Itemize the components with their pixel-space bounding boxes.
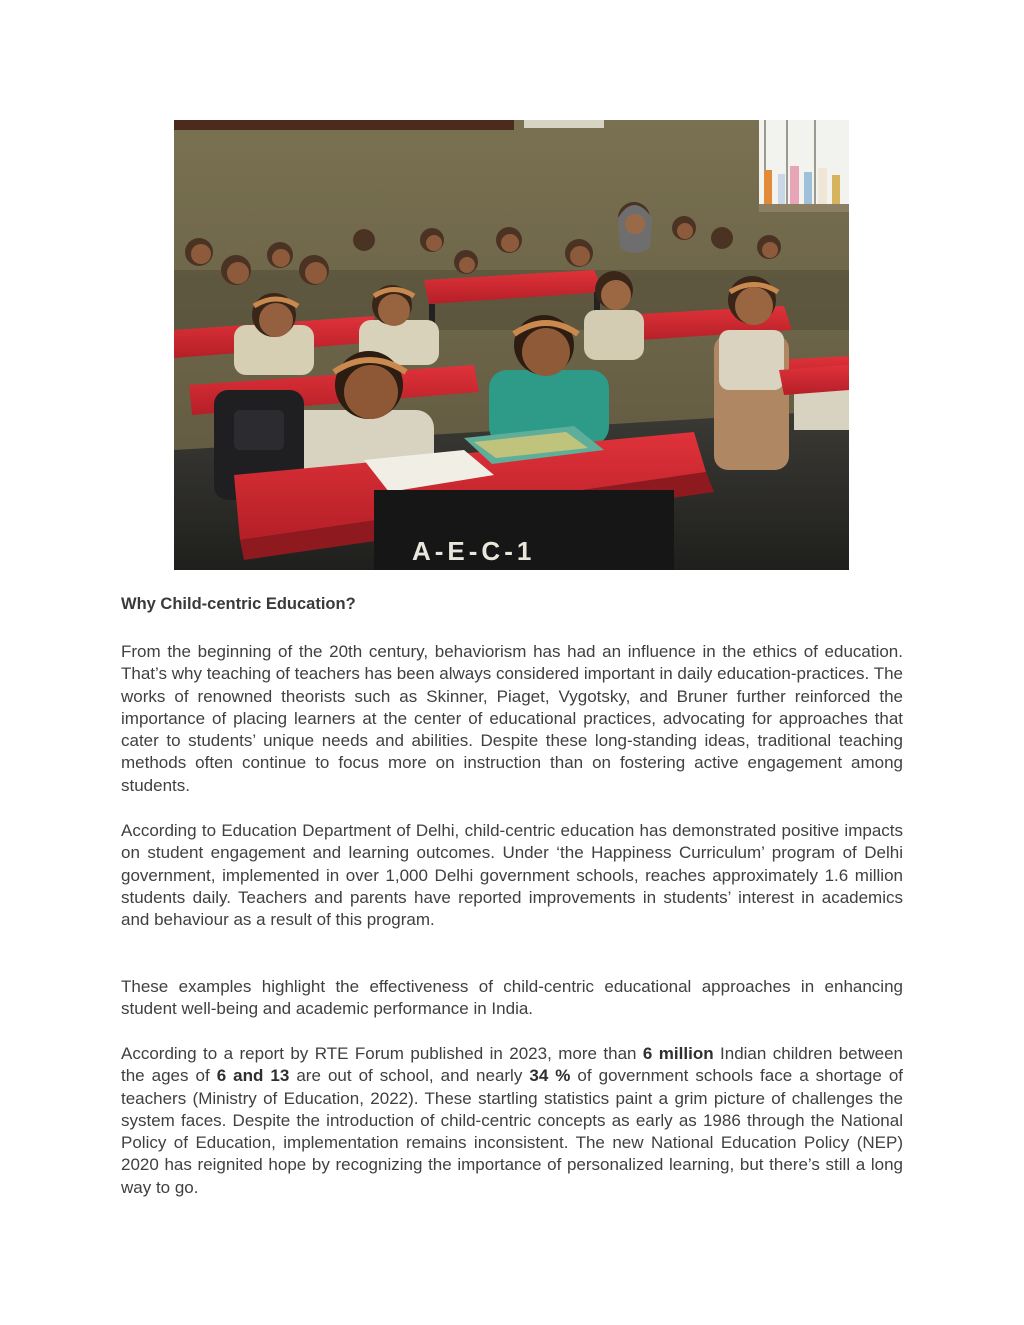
- stat-age-range: 6 and 13: [216, 1066, 290, 1086]
- stat-teacher-shortage-percent: 34 %: [529, 1066, 571, 1086]
- stat-text: According to a report by RTE Forum published in 2023, more than: [121, 1044, 643, 1063]
- paragraph-delhi-happiness-curriculum: According to Education Department of Delhi, child-centric education has demonstrated positive impacts on student engagement and learning outcomes. Under ‘the Happiness Curriculum’ program of Delhi government, implemented in over 1,000 Delhi government schools, reaches approximately 1.6 million students daily. Teachers and parents have reported improvements in students’ interest in academics and behaviour as a result of this program.: [121, 821, 903, 930]
- paragraph-behaviorism: From the beginning of the 20th century, behaviorism has had an influence in the ethics of education. That’s why teaching of teachers has been always considered important in daily education-practices. The works of renowned theorists such as Skinner, Piaget, Vygotsky, and Bruner further reinforced the importance of placing learners at the center of educational practices, advocating for approaches that cater to students’ unique needs and abilities. Despite these long-standing ideas, traditional teaching methods often continue to focus more on instruction than on fostering active engagement among students.: [121, 642, 903, 795]
- stat-text: Indian children between the ages of: [121, 1044, 904, 1086]
- classroom-photo: [174, 120, 849, 570]
- stat-text: are out of school, and nearly: [289, 1066, 530, 1086]
- stat-text: of government schools face a shortage of teachers (Ministry of Education, 2022). These startling statistics paint a grim picture of challenges the system faces. Despite the introduction of child-centric concepts as early as 1986 through the National Policy of Education, implementation remains inconsistent. The new National Education Policy (NEP) 2020 has reignited hope by recognizing the importance of personalized learning, but there’s still a long way to go.: [121, 1066, 904, 1197]
- stat-out-of-school-count: 6 million: [642, 1044, 714, 1063]
- article-heading: Why Child-centric Education?: [121, 595, 356, 613]
- classroom-illustration: [174, 120, 849, 570]
- desk-stencil-label: A-E-C-1: [412, 536, 536, 566]
- paragraph-effectiveness: These examples highlight the effectiveness of child-centric educational approaches in enhancing student well-being and academic performance in India.: [121, 977, 903, 1019]
- paragraph-rte-forum-statistics: [121, 1043, 903, 1199]
